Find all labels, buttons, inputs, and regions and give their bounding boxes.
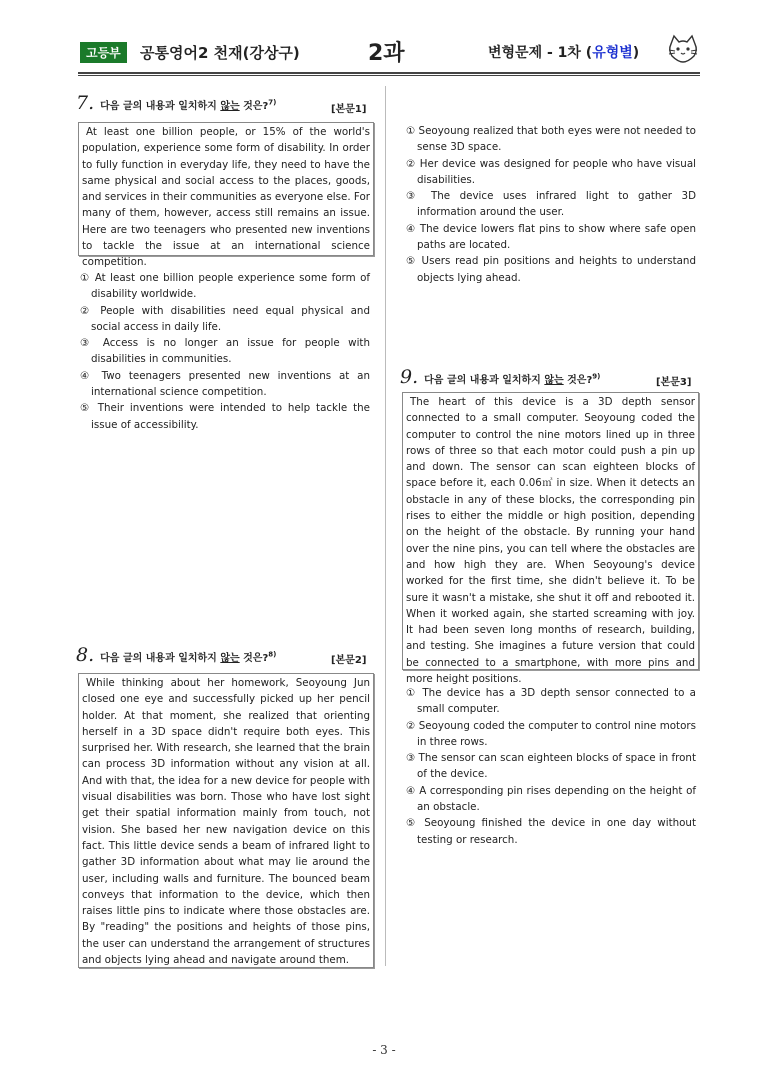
answer-option[interactable]: ② Her device was designed for people who have visual disabilities. — [406, 157, 696, 186]
passage-tag: [본문2] — [331, 655, 367, 666]
question-7-options — [80, 270, 370, 433]
page-header — [80, 36, 720, 70]
answer-option[interactable]: ⑤ Seoyoung finished the device in one day without testing or research. — [406, 817, 696, 846]
answer-option[interactable]: ⑤ Their inventions were intended to help tackle the issue of accessibility. — [80, 402, 370, 431]
question-9-passage: The heart of this device is a 3D depth sensor connected to a small computer. Seoyoung coded the computer to control the nine motors lined up in three rows of three so that each motor could push a pin up and down. The sensor can scan eighteen blocks of space before it, each 0.06㎥ in size. When it detects an obstacle in any of these blocks, the corresponding pin rises to either the middle or high position, depending on the height of the obstacle. By running your hand over the nine pins, you can tell where the obstacles are and how high they are. When Seoyoung's device worked for the first time, she didn't believe it. To be sure it wasn't a mistake, she shut it off and rebooted it. When it worked again, she started screaming with joy. It had been seven long months of research, building, and testing. She imagines a future version that could be connected to a smartphone, with more pins and more height positions. — [402, 392, 699, 670]
question-8-options — [406, 123, 696, 286]
title-type: 유형별 — [592, 45, 633, 61]
answer-option[interactable]: ① At least one billion people experience some form of disability worldwide. — [80, 272, 370, 301]
answer-option[interactable]: ⑤ Users read pin positions and heights to understand objects lying ahead. — [406, 255, 696, 284]
answer-option[interactable]: ④ The device lowers flat pins to show where safe open paths are located. — [406, 222, 696, 252]
header-rule-thin — [78, 75, 700, 76]
answer-option[interactable]: ④ Two teenagers presented new inventions at an international science competition. — [80, 369, 370, 399]
answer-option[interactable]: ③ The sensor can scan eighteen blocks of space in front of the device. — [406, 752, 696, 781]
page-number: - 3 - — [372, 1043, 396, 1057]
answer-option[interactable]: ① The device has a 3D depth sensor connected to a small computer. — [406, 687, 696, 716]
answer-option[interactable]: ③ The device uses infrared light to gather 3D information around the user. — [406, 190, 696, 219]
passage-tag: [본문1] — [331, 104, 367, 115]
level-badge: 고등부 — [80, 42, 127, 63]
lesson-number: 2과 — [368, 41, 405, 66]
question-9-heading: 9. 다음 글의 내용과 일치하지 않는 것은?$^{9)}$ — [400, 366, 601, 388]
question-8-heading: 8. 다음 글의 내용과 일치하지 않는 것은?$^{8)}$ — [76, 644, 277, 666]
question-number: 9. — [400, 366, 419, 388]
passage-tag: [본문3] — [656, 377, 692, 388]
answer-option[interactable]: ④ A corresponding pin rises depending on the height of an obstacle. — [406, 784, 696, 814]
question-number: 8. — [76, 644, 95, 666]
worksheet-title — [488, 42, 639, 62]
title-main: 변형문제 - 1차 ( — [488, 45, 593, 61]
answer-option[interactable]: ② Seoyoung coded the computer to control nine motors in three rows. — [406, 719, 696, 748]
title-end: ) — [632, 45, 640, 61]
answer-option[interactable]: ① Seoyoung realized that both eyes were not needed to sense 3D space. — [406, 125, 696, 154]
question-7-passage: At least one billion people, or 15% of the world's population, experience some form of disability. In order to fully function in everyday life, they need to have the same physical and social access to the places, goods, and services in their communities as everyone else. For many of them, however, access still remains an issue. Here are two teenagers who presented new inventions to tackle the issue at an international science competition. — [78, 122, 374, 256]
question-7-heading: 7. 다음 글의 내용과 일치하지 않는 것은?$^{7)}$ — [76, 92, 277, 114]
subject-label: 공통영어2 천재(강상구) — [140, 44, 300, 62]
question-number: 7. — [76, 92, 95, 114]
answer-option[interactable]: ③ Access is no longer an issue for people with disabilities in communities. — [80, 337, 370, 366]
question-8-passage: While thinking about her homework, Seoyoung Jun closed one eye and successfully picked up her pencil holder. At that moment, she realized that orienting herself in a 3D space didn't require both eyes. This surprised her. With research, she learned that the brain can process 3D information without any vision at all. And with that, the idea for a new device for people with visual disabilities was born. Those who have lost sight get their spatial information mainly from touch, not vision. She based her new navigation device on this fact. This little device sends a beam of infrared light to gather 3D information about what may lie around the user, including walls and furniture. The bounced beam conveys that information to the device, which then raises little pins to indicate where those obstacles are. By "reading" the positions and heights of those pins, the user can understand the arrangement of structures and objects lying ahead and navigate around them. — [78, 673, 374, 968]
header-rule — [78, 72, 700, 74]
cat-face-icon — [666, 34, 700, 64]
question-9-options — [406, 685, 696, 848]
answer-option[interactable]: ② People with disabilities need equal physical and social access in daily life. — [80, 304, 370, 333]
column-divider — [385, 86, 386, 966]
